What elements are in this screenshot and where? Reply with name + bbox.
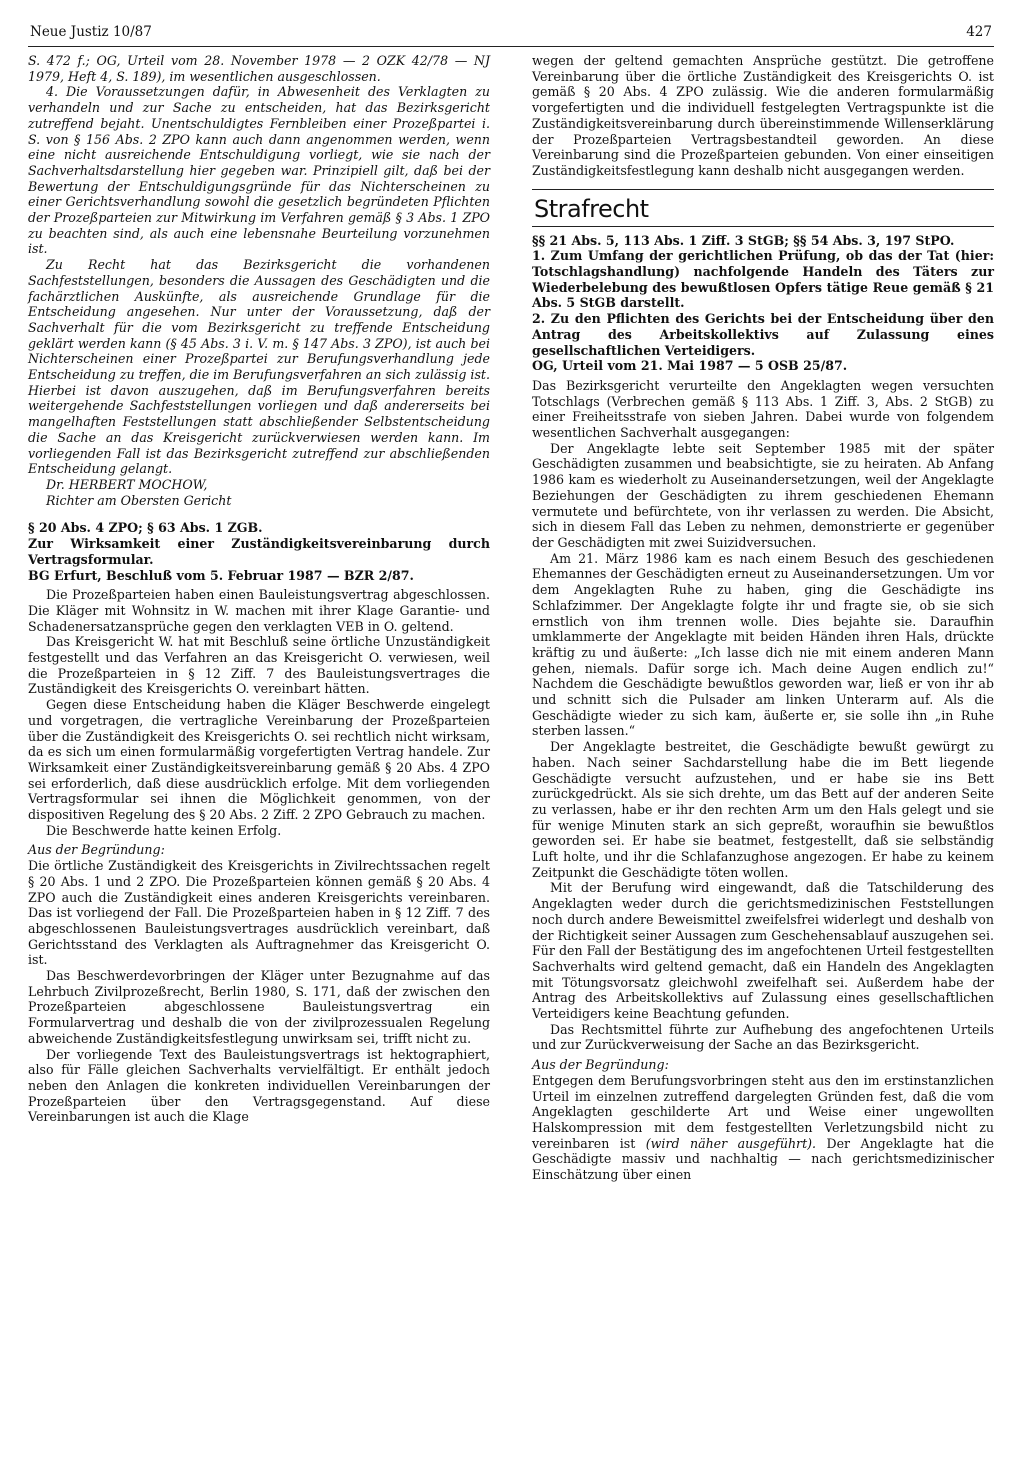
paragraph: Die Prozeßparteien haben einen Bauleistungsvertrag abgeschlossen. Die Kläger mit Wohnsitz in W. machen mit ihrer Klage Garantie- und Schadenersatzansprüche gegen den verklagten VEB in O. geltend. <box>28 587 490 634</box>
paragraph: Die örtliche Zuständigkeit des Kreisgerichts in Zivilrechtssachen regelt § 20 Abs. 1 und 2 ZPO. Die Prozeßparteien können gemäß § 20 Abs. 4 ZPO auch die Zuständigkeit eines anderen Kreisgerichts vereinbaren. Das ist vorliegend der Fall. Die Prozeßparteien haben in § 12 Ziff. 7 des abgeschlossenen Bauleistungsvertrages ausdrücklich vereinbart, daß Gerichtsstand des Verklagten als Auftragnehmer das Kreisgericht O. ist. <box>28 858 490 968</box>
section-rule <box>532 189 994 190</box>
paragraph: Zu Recht hat das Bezirksgericht die vorhandenen Sachfeststellungen, besonders die Aussagen des Geschädigten und die fachärztlichen Auskünfte, als ausreichende Grundlage für die Entscheidung angesehen. Nur unter der Voraussetzung, daß der Sachverhalt für die vom Bezirksgericht zu treffende Entscheidung geklärt werden kann (§ 45 Abs. 3 i. V. m. § 147 Abs. 3 ZPO), ist auch bei Nichterscheinen einer Prozeßpartei zur Berufungsverhandlung jede Entscheidung zu treffen, die im Berufungsverfahren an sich zulässig ist. Hierbei ist davon auszugehen, daß im Berufungsverfahren bereits weitergehende Sachfeststellungen vorliegen und daß andererseits bei mangelhaften Feststellungen statt abschließender Selbstentscheidung die Sache an das Kreisgericht zurückverwiesen werden kann. Im vorliegenden Fall ist das Bezirksgericht zutreffend zur abschließenden Entscheidung gelangt. <box>28 257 490 477</box>
paragraph: Am 21. März 1986 kam es nach einem Besuch des geschiedenen Ehemannes der Geschädigten erneut zu Auseinandersetzungen. Um vor dem Angeklagten Ruhe zu haben, ging die Geschädigte ins Schlafzimmer. Der Angeklagte folgte ihr und fragte sie, ob sie sich ernstlich von ihm trennen wolle. Dies bejahte sie. Daraufhin umklammerte der Angeklagte mit beiden Händen ihren Hals, drückte kräftig zu und äußerte: „Ich lasse dich nie mit einem anderen Mann gehen, niemals. Dafür sorge ich. Mach deine Augen endlich zu!“ Nachdem die Geschädigte bewußtlos geworden war, ließ er von ihr ab und schnitt sich die Pulsader am linken Unterarm auf. Als die Geschädigte wieder zu sich kam, äußerte er, sie solle ihn „in Ruhe sterben lassen.“ <box>532 550 994 739</box>
paragraph-text: Der Angeklagte hat die Geschädigte massiv und nachhaltig — nach gerichtsmedizinischer Einschätzung über einen <box>532 1135 994 1183</box>
left-column <box>28 53 490 1183</box>
signature-title: Richter am Obersten Gericht <box>46 492 232 508</box>
paragraph: Das Kreisgericht W. hat mit Beschluß seine örtliche Unzuständigkeit festgestellt und das Verfahren an das Kreisgericht O. verwiesen, weil die Prozeßparteien in § 12 Ziff. 7 des Bauleistungsvertrages die Zuständigkeit des Kreisgerichts O. vereinbart hätten. <box>28 634 490 697</box>
section-title: Strafrecht <box>534 194 649 223</box>
paragraph: Der Angeklagte bestreitet, die Geschädigte bewußt gewürgt zu haben. Nach seiner Sachdarstellung habe die im Bett liegende Geschädigte versucht aufzustehen, und er habe sie ins Bett zurückgedrückt. Als sie sich drehte, um das Bett auf der anderen Seite zu verlassen, habe er ihr den rechten Arm um den Hals gelegt und sie für wenige Minuten stark an sich gepreßt, woraufhin sie bewußtlos geworden sei. Er habe sie beatmet, festgestellt, daß sie selbständig Luft holte, und ihr die Schlafanzughose angezogen. Er habe zu keinem Zeitpunkt die Geschädigte töten wollen. <box>532 739 994 880</box>
paragraph: Die Beschwerde hatte keinen Erfolg. <box>46 822 282 838</box>
page-number: 427 <box>966 24 992 40</box>
grounds-label: Aus der Begründung: <box>532 1057 669 1073</box>
case-headnote: Zur Wirksamkeit einer Zuständigkeitsvereinbarung durch Vertragsformular. <box>28 536 490 567</box>
paragraph: S. 472 f.; OG, Urteil vom 28. November 1978 — 2 OZK 42/78 — NJ 1979, Heft 4, S. 189), im wesentlichen ausgeschlossen. <box>28 53 490 84</box>
case-headnote: 2. Zu den Pflichten des Gerichts bei der Entscheidung über den Antrag des Arbeitskollektivs auf Zulassung eines gesellschaftlichen Verteidigers. <box>532 311 994 358</box>
section-rule <box>532 226 994 227</box>
case-citation: §§ 21 Abs. 5, 113 Abs. 1 Ziff. 3 StGB; §§ 54 Abs. 3, 197 StPO. <box>532 232 955 248</box>
paragraph: Das Bezirksgericht verurteilte den Angeklagten wegen versuchten Totschlags (Verbrechen gemäß § 113 Abs. 1 Ziff. 3, Abs. 2 StGB) zu einer Freiheitsstrafe von sieben Jahren. Dabei wurde von folgendem wesentlichen Sachverhalt ausgegangen: <box>532 377 994 441</box>
case-court: BG Erfurt, Beschluß vom 5. Februar 1987 — BZR 2/87. <box>28 567 414 583</box>
paragraph <box>532 1073 994 1183</box>
journal-issue: Neue Justiz 10/87 <box>30 24 152 40</box>
paragraph: 4. Die Voraussetzungen dafür, in Abwesenheit des Verklagten zu verhandeln und zur Sache zu entscheiden, hat das Bezirksgericht zutreffend bejaht. Unentschuldigtes Fernbleiben einer Prozeßpartei i. S. von § 156 Abs. 2 ZPO kann auch dann angenommen werden, wenn eine nicht ausreichende Entschuldigung vorliegt, wie sie nach der Sachverhaltsdarstellung hier gegeben war. Prinzipiell gilt, daß bei der Bewertung der Entschuldigungsgründe für das Nichterscheinen zu einer Gerichtsverhandlung sowohl die gesetzlich begründeten Pflichten der Prozeßparteien zur Mitwirkung im Verfahren gemäß § 3 Abs. 1 ZPO zu beachten sind, als auch eine lebensnahe Beurteilung vorzunehmen ist. <box>28 84 490 257</box>
paragraph: Gegen diese Entscheidung haben die Kläger Beschwerde eingelegt und vorgetragen, die vertragliche Vereinbarung der Prozeßparteien über die Zuständigkeit des Kreisgerichts O. sei rechtlich nicht wirksam, da es sich um einen formularmäßig vorgefertigten Vertrag handele. Zur Wirksamkeit einer Zuständigkeitsvereinbarung gemäß § 20 Abs. 4 ZPO sei erforderlich, daß diese ausdrücklich erfolge. Mit dem vorliegenden Vertragsformular sei ihnen die Möglichkeit genommen, von der dispositiven Regelung des § 20 Abs. 2 Ziff. 2 ZPO Gebrauch zu machen. <box>28 697 490 823</box>
two-column-body <box>28 53 994 1183</box>
paragraph: Das Beschwerdevorbringen der Kläger unter Bezugnahme auf das Lehrbuch Zivilprozeßrecht, Berlin 1980, S. 171, daß der zwischen den Prozeßparteien abgeschlossene Bauleistungsvertrag ein Formularvertrag und deshalb die von der zivilprozessualen Regelung abweichende Zuständigkeitsfestlegung unwirksam sei, trifft nicht zu. <box>28 968 490 1046</box>
case-headnote: 1. Zum Umfang der gerichtlichen Prüfung, ob das der Tat (hier: Totschlagshandlung) nachfolgende Handeln des Täters zur Wiederbelebung des bewußtlosen Opfers tätige Reue gemäß § 21 Abs. 5 StGB darstellt. <box>532 248 994 311</box>
paragraph: Mit der Berufung wird eingewandt, daß die Tatschilderung des Angeklagten weder durch die gerichtsmedizinischen Feststellungen noch durch andere Beweismittel zweifelsfrei widerlegt und deshalb von der Richtigkeit seiner Aussagen zum Geschehensablauf auszugehen sei. Für den Fall der Bestätigung des im angefochtenen Urteil festgestellten Sachverhalts wird geltend gemacht, daß ein Handeln des Angeklagten mit Tötungsvorsatz gleichwohl zweifelhaft sei. Außerdem habe der Antrag des Arbeitskollektivs auf Zulassung eines gesellschaftlichen Verteidigers keine Beachtung gefunden. <box>532 880 994 1022</box>
running-header <box>28 20 994 47</box>
paragraph: Der vorliegende Text des Bauleistungsvertrags ist hektographiert, also für Fälle gleichen Sachverhalts vervielfältigt. Er enthält jedoch neben den Anlagen die konkreten individuellen Vereinbarungen der Prozeßparteien über den Vertragsgegenstand. Auf diese Vereinbarungen ist auch die Klage <box>28 1046 490 1125</box>
grounds-label: Aus der Begründung: <box>28 842 165 858</box>
case-court: OG, Urteil vom 21. Mai 1987 — 5 OSB 25/87. <box>532 358 848 374</box>
paragraph: Das Rechtsmittel führte zur Aufhebung des angefochtenen Urteils und zur Zurückverweisung der Sache an das Bezirksgericht. <box>532 1021 994 1053</box>
paragraph-italic-note: (wird näher ausgeführt). <box>645 1135 817 1151</box>
signature-name: Dr. HERBERT MOCHOW, <box>46 476 208 492</box>
paragraph: Der Angeklagte lebte seit September 1985 mit der später Geschädigten zusammen und beabsichtigte, sie zu heiraten. Ab Anfang 1986 kam es wiederholt zu Auseinandersetzungen, weil der Angeklagte Beziehungen der Geschädigten zu ihrem geschiedenen Ehemann vermutete und befürchtete, von ihr verlassen zu werden. Die Absicht, sich in diesem Fall das Leben zu nehmen, demonstrierte er gegenüber der Geschädigten mit zwei Suizidversuchen. <box>532 440 994 550</box>
paragraph-text: Entgegen dem Berufungsvorbringen steht aus den im erstinstanzlichen Urteil im einzelnen zutreffend dargelegten Gründen fest, daß die vom Angeklagten geschilderte Art und Weise einer ungewollten Halskompression mit dem festgestellten Verletzungsbild nicht zu vereinbaren ist <box>532 1072 994 1151</box>
right-column <box>532 53 994 1183</box>
case-citation: § 20 Abs. 4 ZPO; § 63 Abs. 1 ZGB. <box>28 520 263 536</box>
paragraph: wegen der geltend gemachten Ansprüche gestützt. Die getroffene Vereinbarung über die örtliche Zuständigkeit des Kreisgerichts O. ist gemäß § 20 Abs. 4 ZPO zulässig. Wie die anderen formularmäßig vorgefertigten und die individuell festgelegten Vertragspunkte ist die Zuständigkeitsvereinbarung durch übereinstimmende Willenserklärung der Prozeßparteien Vertragsbestandteil geworden. An diese Vereinbarung sind die Prozeßparteien gebunden. Von einer einseitigen Zuständigkeitsfestlegung kann deshalb nicht ausgegangen werden. <box>532 53 994 178</box>
